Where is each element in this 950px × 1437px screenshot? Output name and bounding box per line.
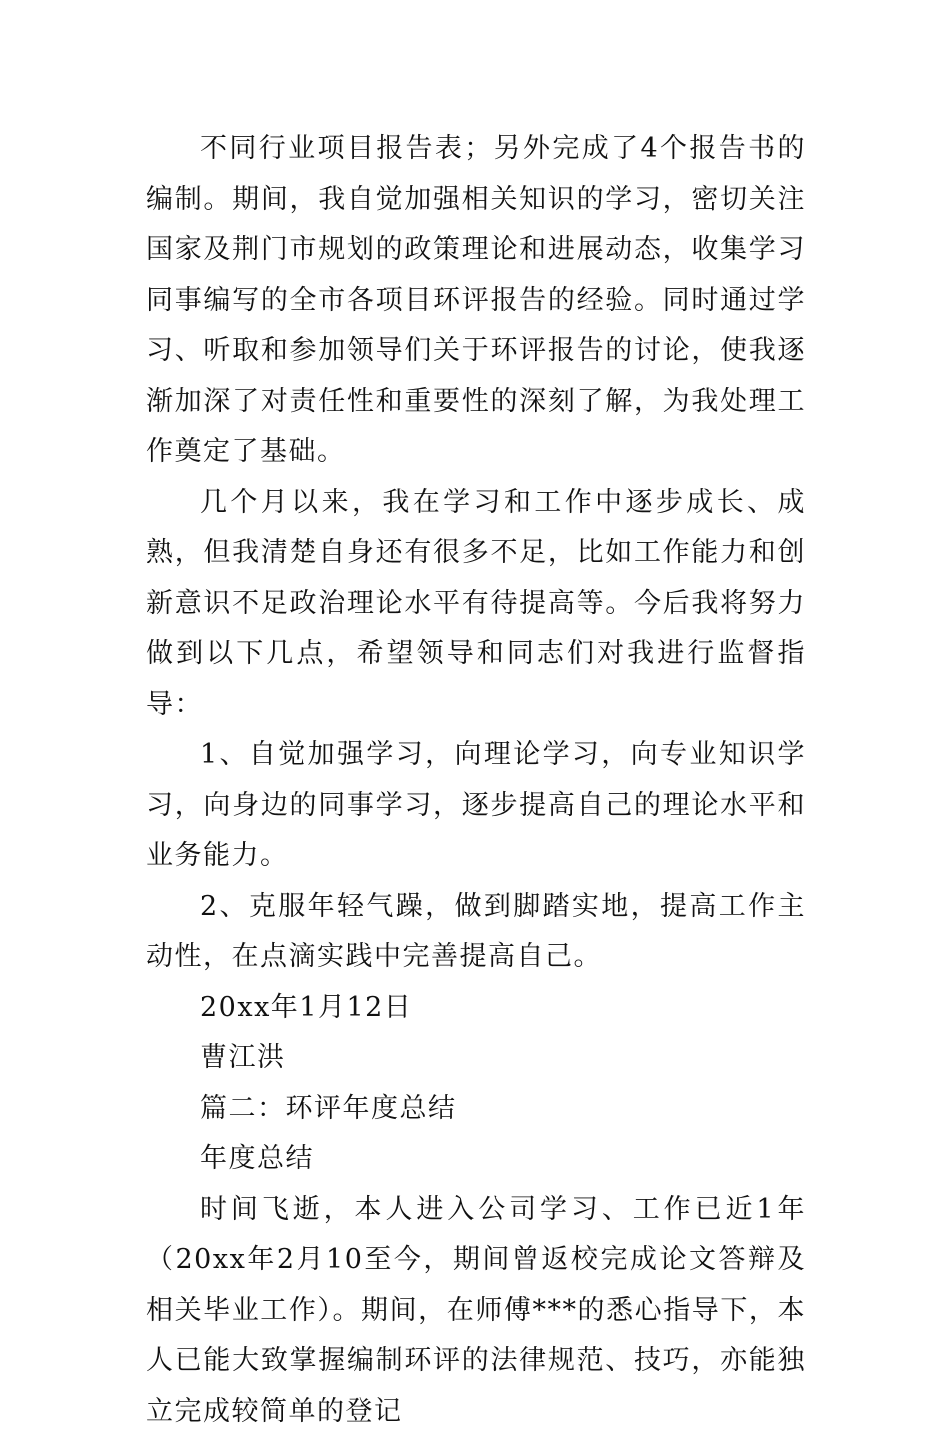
sub-heading: 年度总结 — [146, 1134, 806, 1185]
paragraph-annual-intro: 时间飞逝，本人进入公司学习、工作已近1年（20xx年2月10至今，期间曾返校完成论文答辩及相关毕业工作）。期间，在师傅***的悉心指导下，本人已能大致掌握编制环评的法律规范、技巧，亦能独立完成较简单的登记 — [146, 1185, 806, 1437]
paragraph-goal-2: 2、克服年轻气躁，做到脚踏实地，提高工作主动性，在点滴实践中完善提高自己。 — [146, 882, 806, 983]
document-body — [146, 124, 806, 1437]
paragraph-self-assessment: 几个月以来，我在学习和工作中逐步成长、成熟，但我清楚自身还有很多不足，比如工作能力和创新意识不足政治理论水平有待提高等。今后我将努力做到以下几点，希望领导和同志们对我进行监督指导： — [146, 478, 806, 731]
document-date: 20xx年1月12日 — [146, 983, 806, 1034]
section-heading: 篇二：环评年度总结 — [146, 1084, 806, 1135]
paragraph-work-summary: 不同行业项目报告表；另外完成了4个报告书的编制。期间，我自觉加强相关知识的学习，密切关注国家及荆门市规划的政策理论和进展动态，收集学习同事编写的全市各项目环评报告的经验。同时通过学习、听取和参加领导们关于环评报告的讨论，使我逐渐加深了对责任性和重要性的深刻了解，为我处理工作奠定了基础。 — [146, 124, 806, 478]
paragraph-goal-1: 1、自觉加强学习，向理论学习，向专业知识学习，向身边的同事学习，逐步提高自己的理论水平和业务能力。 — [146, 730, 806, 882]
author-name: 曹江洪 — [146, 1033, 806, 1084]
